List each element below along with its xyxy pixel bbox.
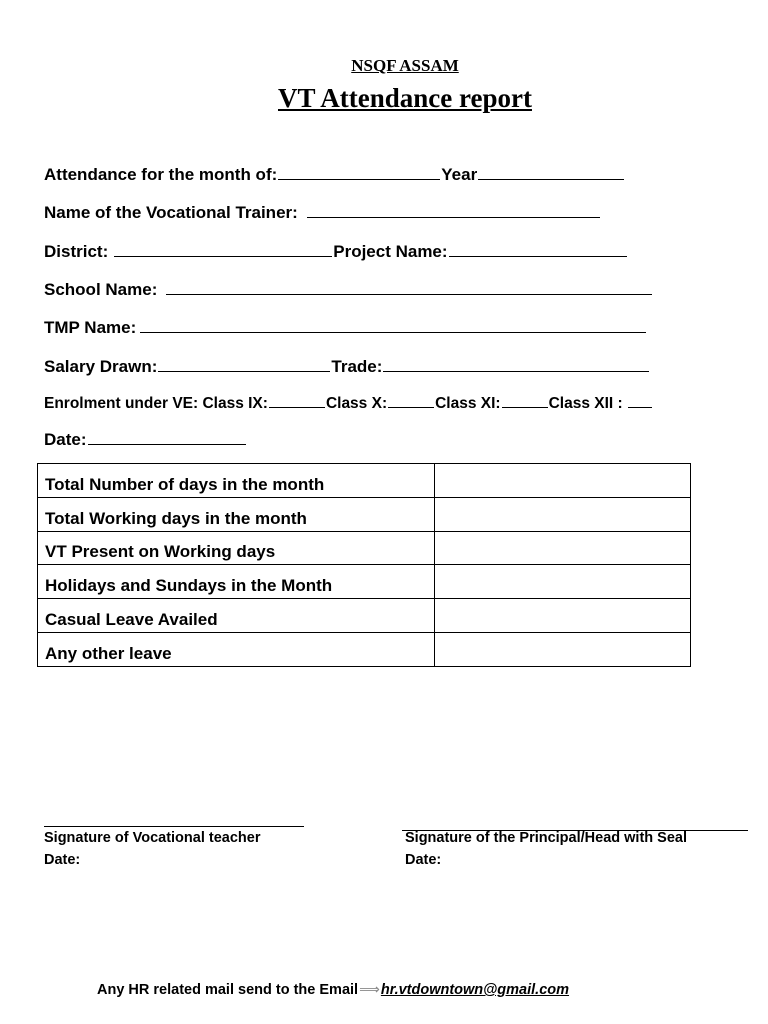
tmp-blank[interactable]	[140, 331, 646, 333]
row-value[interactable]	[435, 632, 691, 666]
trainer-blank[interactable]	[307, 216, 600, 218]
trade-label: Trade:	[331, 357, 383, 376]
month-label: Attendance for the month of:	[44, 165, 278, 184]
row-label: Total Number of days in the month	[38, 464, 435, 498]
salary-trade-line	[44, 357, 650, 377]
row-value[interactable]	[435, 599, 691, 633]
school-blank[interactable]	[166, 293, 652, 295]
trade-blank[interactable]	[383, 370, 649, 372]
month-blank[interactable]	[278, 178, 440, 180]
row-label: VT Present on Working days	[38, 531, 435, 565]
row-value[interactable]	[435, 497, 691, 531]
table-row	[38, 497, 691, 531]
tmp-label: TMP Name:	[44, 318, 137, 337]
trainer-label: Name of the Vocational Trainer:	[44, 203, 298, 222]
class-xii-blank[interactable]	[628, 406, 652, 408]
teacher-signature-label: Signature of Vocational teacher	[44, 830, 261, 846]
principal-signature-date: Date:	[405, 852, 442, 868]
tmp-line	[44, 318, 647, 338]
table-row	[38, 599, 691, 633]
organization-heading: NSQF ASSAM	[351, 56, 459, 75]
attendance-table	[37, 463, 691, 667]
salary-label: Salary Drawn:	[44, 357, 158, 376]
teacher-signature-block	[44, 827, 260, 871]
month-year-line	[44, 165, 625, 185]
district-label: District:	[44, 242, 109, 261]
project-label: Project Name:	[333, 242, 448, 261]
footer-note	[97, 982, 569, 998]
table-row	[38, 565, 691, 599]
class-x-blank[interactable]	[388, 406, 434, 408]
district-blank[interactable]	[114, 255, 332, 257]
class-xii-label: Class XII :	[548, 395, 623, 412]
principal-signature-label: Signature of the Principal/Head with Seal	[405, 830, 687, 846]
row-label: Total Working days in the month	[38, 497, 435, 531]
row-value[interactable]	[435, 464, 691, 498]
page-title: VT Attendance report	[278, 83, 532, 113]
double-right-arrow-icon: ⟹	[359, 982, 380, 998]
school-line	[44, 280, 653, 300]
enrolment-line	[44, 395, 653, 413]
table-row	[38, 464, 691, 498]
teacher-signature-date: Date:	[44, 852, 81, 868]
year-blank[interactable]	[478, 178, 624, 180]
table-row	[38, 632, 691, 666]
year-label: Year	[441, 165, 478, 184]
row-value[interactable]	[435, 531, 691, 565]
date-blank[interactable]	[88, 443, 246, 445]
enrolment-label: Enrolment under VE: Class IX:	[44, 395, 268, 412]
salary-blank[interactable]	[158, 370, 330, 372]
table-row	[38, 531, 691, 565]
project-blank[interactable]	[449, 255, 627, 257]
row-label: Any other leave	[38, 632, 435, 666]
principal-signature-block	[405, 827, 687, 871]
class-x-label: Class X:	[325, 395, 388, 412]
row-label: Holidays and Sundays in the Month	[38, 565, 435, 599]
footer-text: Any HR related mail send to the Email	[97, 982, 359, 998]
class-ix-blank[interactable]	[269, 406, 325, 408]
class-xi-blank[interactable]	[502, 406, 548, 408]
row-label: Casual Leave Availed	[38, 599, 435, 633]
row-value[interactable]	[435, 565, 691, 599]
district-project-line	[44, 242, 628, 262]
school-label: School Name:	[44, 280, 158, 299]
trainer-line	[44, 203, 601, 223]
date-line	[44, 430, 247, 450]
date-label: Date:	[44, 430, 87, 449]
class-xi-label: Class XI:	[435, 395, 501, 412]
hr-email-link[interactable]: hr.vtdowntown@gmail.com	[380, 982, 570, 998]
